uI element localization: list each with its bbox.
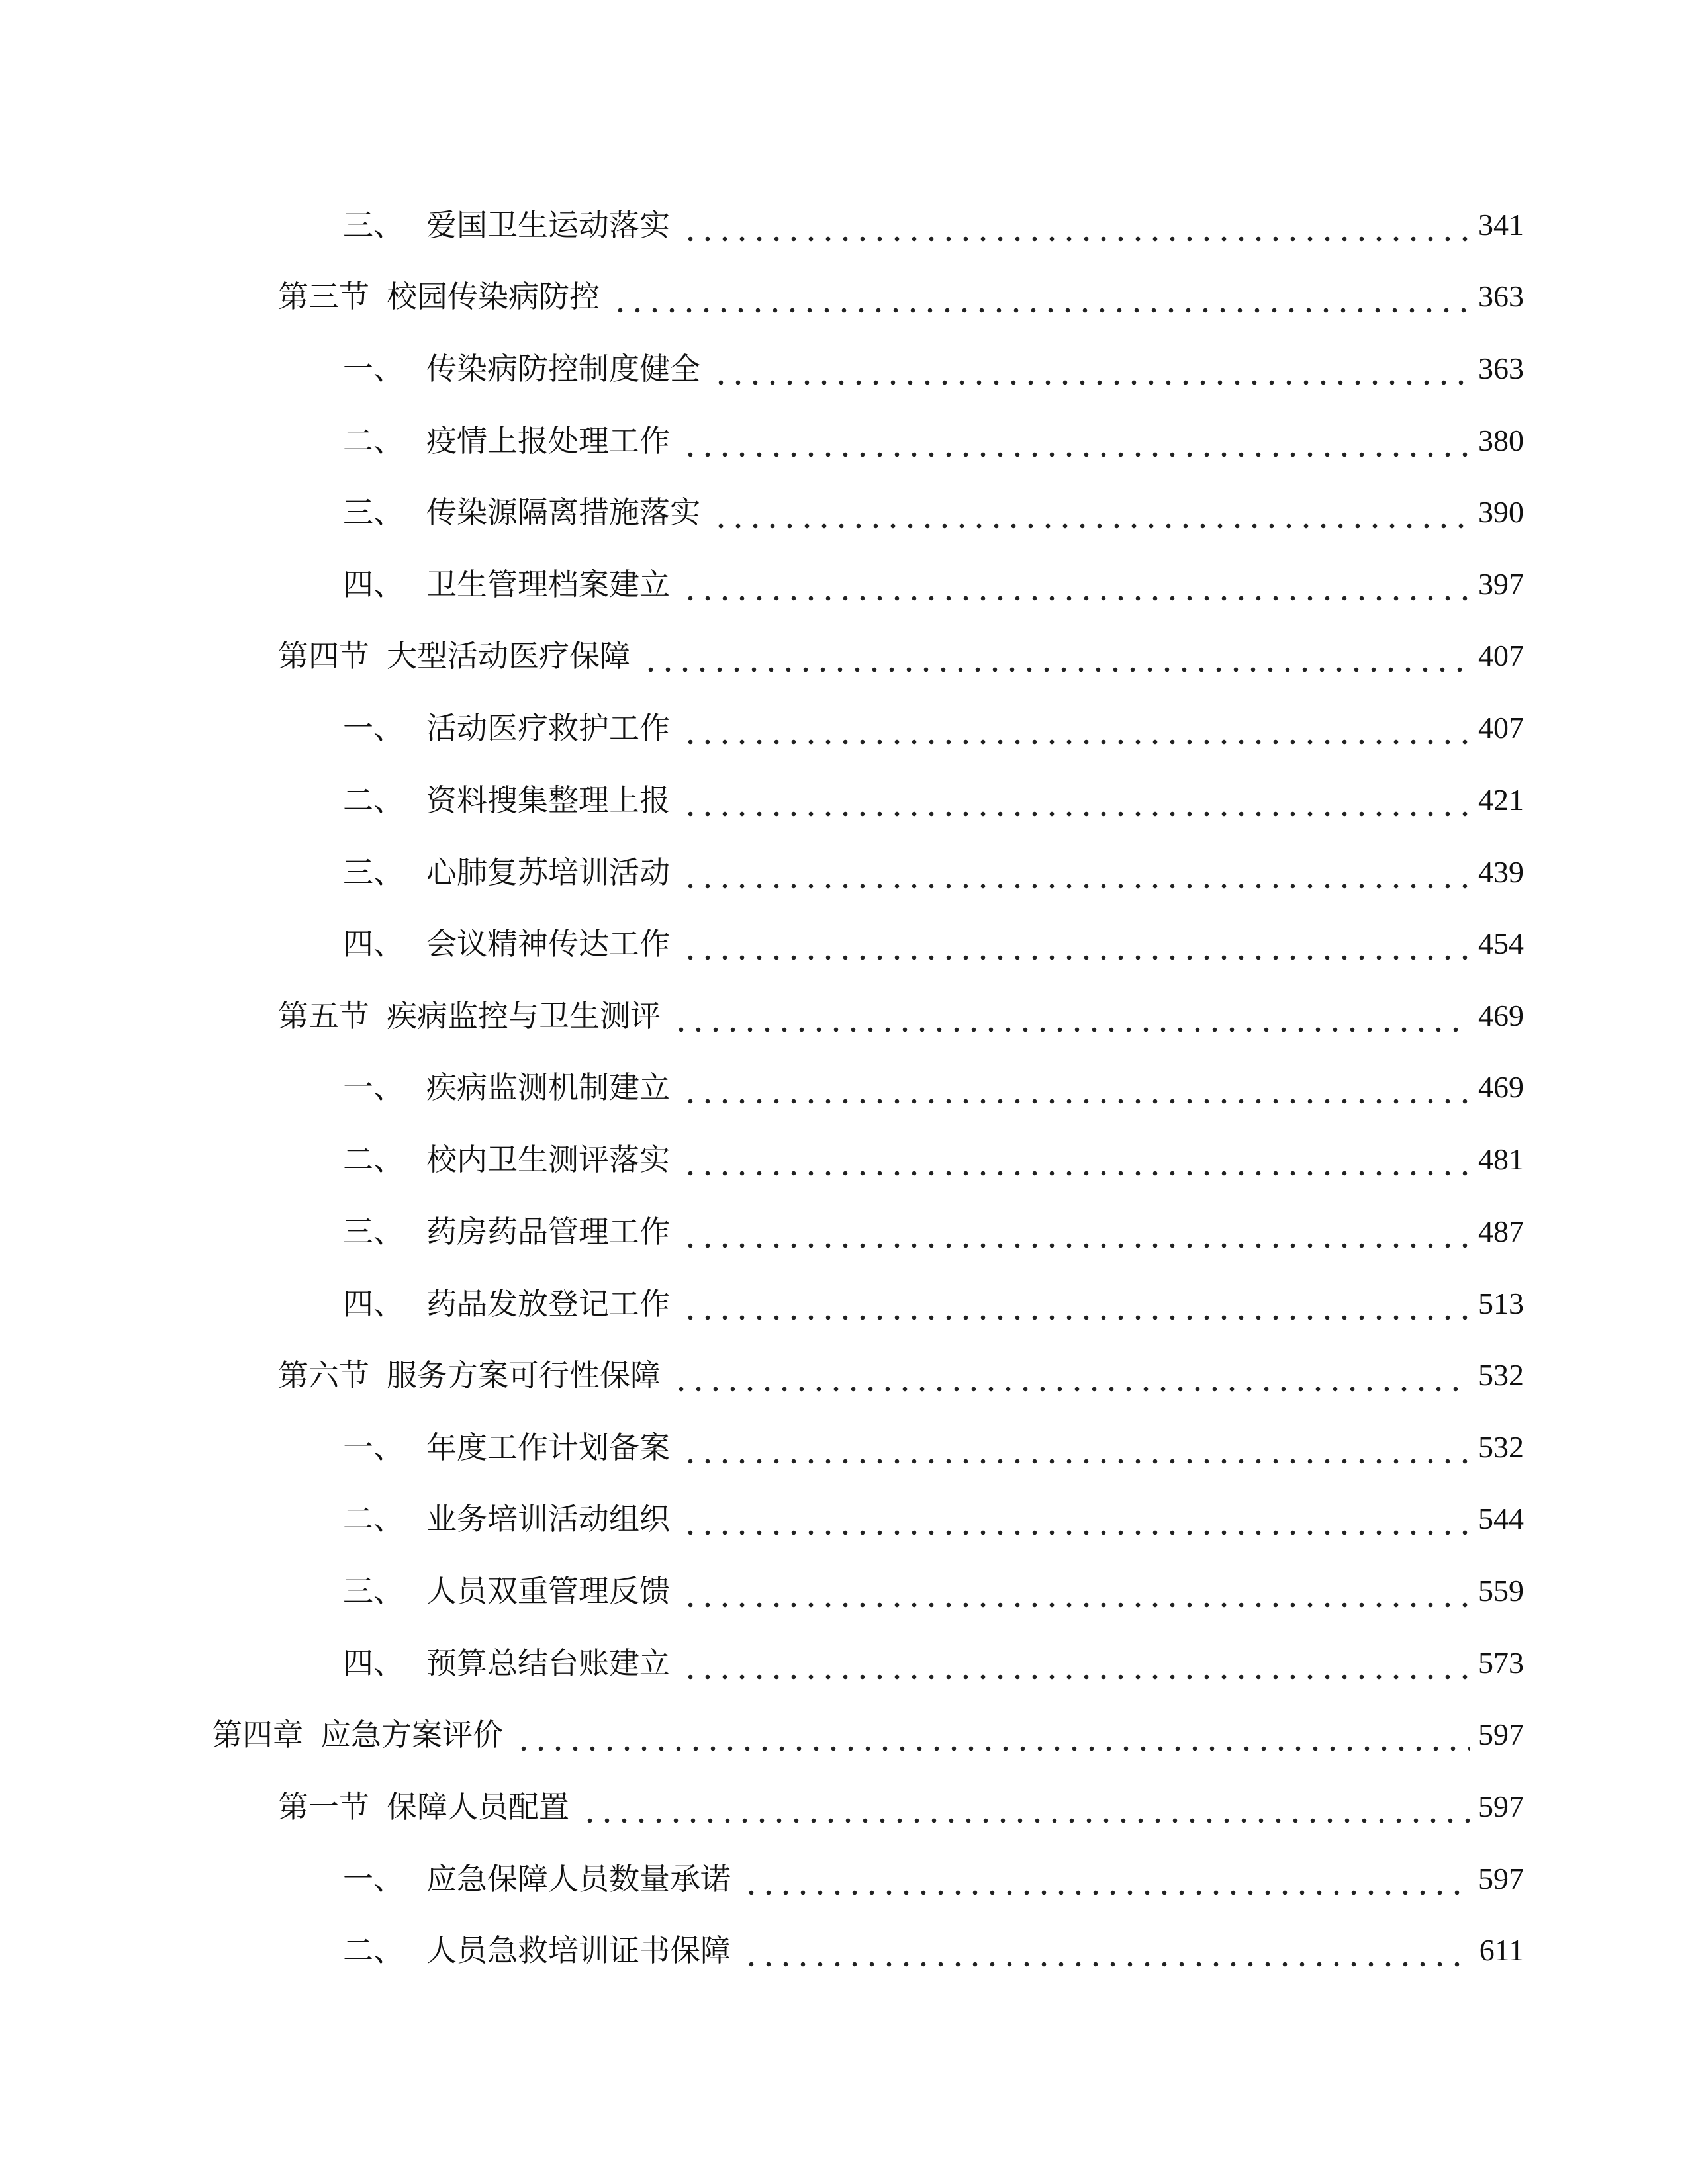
toc-entry[interactable] bbox=[343, 1486, 1524, 1539]
entry-title: 预算总结台账建立 bbox=[426, 1645, 670, 1681]
entry-number: 四、 bbox=[343, 1286, 404, 1322]
entry-title: 业务培训活动组织 bbox=[426, 1501, 670, 1537]
dot-leader bbox=[673, 996, 1470, 1036]
page-number: 611 bbox=[1479, 1933, 1524, 1967]
dot-leader bbox=[682, 780, 1470, 820]
entry-title: 人员双重管理反馈 bbox=[426, 1573, 670, 1609]
entry-number: 第六节 bbox=[278, 1357, 369, 1393]
dot-leader bbox=[743, 1931, 1472, 1970]
entry-title: 大型活动医疗保障 bbox=[387, 638, 630, 674]
toc-entry[interactable] bbox=[343, 767, 1524, 820]
dot-leader bbox=[673, 1355, 1470, 1395]
page-number: 544 bbox=[1478, 1502, 1524, 1535]
dot-leader bbox=[682, 565, 1470, 604]
page-number: 390 bbox=[1478, 495, 1524, 529]
toc-entry[interactable] bbox=[343, 1846, 1524, 1899]
entry-number: 一、 bbox=[343, 710, 404, 746]
dot-leader bbox=[642, 636, 1470, 676]
entry-title: 校内卫生测评落实 bbox=[426, 1142, 670, 1177]
entry-title: 应急保障人员数量承诺 bbox=[426, 1861, 731, 1897]
dot-leader bbox=[581, 1787, 1470, 1827]
entry-number: 二、 bbox=[343, 782, 404, 818]
toc-entry[interactable] bbox=[343, 479, 1524, 532]
toc-entry[interactable] bbox=[343, 408, 1524, 461]
entry-title: 药房药品管理工作 bbox=[426, 1214, 670, 1250]
entry-number: 二、 bbox=[343, 1933, 404, 1968]
toc-entry[interactable] bbox=[343, 911, 1524, 964]
page-number: 532 bbox=[1478, 1430, 1524, 1464]
dot-leader bbox=[682, 924, 1470, 964]
dot-leader bbox=[712, 492, 1470, 532]
dot-leader bbox=[682, 852, 1470, 892]
toc-entry[interactable] bbox=[343, 1917, 1524, 1970]
entry-number: 第三节 bbox=[278, 279, 369, 314]
dot-leader bbox=[682, 708, 1470, 748]
page-number: 397 bbox=[1478, 567, 1524, 601]
toc-entry[interactable] bbox=[212, 1702, 1524, 1754]
page-number: 513 bbox=[1478, 1287, 1524, 1320]
entry-number: 二、 bbox=[343, 423, 404, 459]
page-number: 469 bbox=[1478, 1070, 1524, 1104]
dot-leader bbox=[515, 1715, 1470, 1754]
toc-entry[interactable] bbox=[343, 192, 1524, 245]
page-number: 363 bbox=[1478, 279, 1524, 313]
page-number: 597 bbox=[1478, 1790, 1524, 1823]
page-number: 532 bbox=[1478, 1358, 1524, 1392]
entry-title: 疾病监测机制建立 bbox=[426, 1069, 670, 1105]
dot-leader bbox=[682, 205, 1470, 245]
toc-entry[interactable] bbox=[343, 1199, 1524, 1251]
dot-leader bbox=[682, 1571, 1470, 1611]
entry-title: 疫情上报处理工作 bbox=[426, 423, 670, 459]
page-number: 454 bbox=[1478, 927, 1524, 960]
page-number: 469 bbox=[1478, 999, 1524, 1032]
page-number: 487 bbox=[1478, 1214, 1524, 1248]
page-number: 407 bbox=[1478, 639, 1524, 672]
entry-number: 三、 bbox=[343, 494, 404, 530]
entry-number: 四、 bbox=[343, 567, 404, 602]
dot-leader bbox=[682, 1643, 1470, 1683]
page-number: 481 bbox=[1478, 1142, 1524, 1176]
entry-number: 四、 bbox=[343, 1645, 404, 1681]
page-number: 341 bbox=[1478, 208, 1524, 242]
toc-entry[interactable] bbox=[278, 1774, 1524, 1827]
entry-number: 第四章 bbox=[212, 1717, 303, 1752]
toc-entry[interactable] bbox=[343, 1630, 1524, 1683]
entry-number: 四、 bbox=[343, 926, 404, 962]
entry-title: 应急方案评价 bbox=[320, 1717, 503, 1752]
dot-leader bbox=[712, 349, 1470, 388]
entry-number: 三、 bbox=[343, 1214, 404, 1250]
entry-title: 药品发放登记工作 bbox=[426, 1286, 670, 1322]
toc-entry[interactable] bbox=[343, 336, 1524, 388]
page-number: 597 bbox=[1478, 1862, 1524, 1895]
page-number: 573 bbox=[1478, 1646, 1524, 1680]
toc-entry[interactable] bbox=[343, 1271, 1524, 1324]
entry-number: 第五节 bbox=[278, 998, 369, 1034]
page-number: 597 bbox=[1478, 1717, 1524, 1751]
entry-title: 爱国卫生运动落实 bbox=[426, 207, 670, 243]
toc-entry[interactable] bbox=[278, 1342, 1524, 1395]
toc-entry[interactable] bbox=[343, 695, 1524, 748]
entry-number: 一、 bbox=[343, 1861, 404, 1897]
page-number: 380 bbox=[1478, 424, 1524, 457]
entry-number: 三、 bbox=[343, 854, 404, 890]
dot-leader bbox=[682, 421, 1470, 461]
entry-number: 一、 bbox=[343, 1069, 404, 1105]
entry-number: 二、 bbox=[343, 1501, 404, 1537]
entry-number: 第一节 bbox=[278, 1789, 369, 1825]
page-number: 421 bbox=[1478, 783, 1524, 817]
toc-entry[interactable] bbox=[278, 983, 1524, 1036]
toc-entry[interactable] bbox=[343, 839, 1524, 892]
entry-number: 第四节 bbox=[278, 638, 369, 674]
toc-entry[interactable] bbox=[343, 1414, 1524, 1467]
entry-title: 活动医疗救护工作 bbox=[426, 710, 670, 746]
page-number: 363 bbox=[1478, 351, 1524, 385]
dot-leader bbox=[612, 277, 1470, 316]
toc-entry[interactable] bbox=[343, 1126, 1524, 1179]
dot-leader bbox=[682, 1499, 1470, 1539]
toc-entry[interactable] bbox=[343, 551, 1524, 604]
entry-title: 保障人员配置 bbox=[387, 1789, 569, 1825]
entry-title: 疾病监控与卫生测评 bbox=[387, 998, 661, 1034]
page-number: 559 bbox=[1478, 1574, 1524, 1608]
dot-leader bbox=[682, 1068, 1470, 1107]
page-number: 439 bbox=[1478, 855, 1524, 889]
entry-title: 传染源隔离措施落实 bbox=[426, 494, 700, 530]
dot-leader bbox=[682, 1140, 1470, 1179]
entry-number: 一、 bbox=[343, 351, 404, 387]
entry-title: 传染病防控制度健全 bbox=[426, 351, 700, 387]
toc-entry[interactable] bbox=[343, 1054, 1524, 1107]
entry-title: 资料搜集整理上报 bbox=[426, 782, 670, 818]
dot-leader bbox=[743, 1859, 1470, 1899]
dot-leader bbox=[682, 1284, 1470, 1324]
entry-title: 会议精神传达工作 bbox=[426, 926, 670, 962]
page-number: 407 bbox=[1478, 711, 1524, 745]
dot-leader bbox=[682, 1428, 1470, 1467]
entry-number: 二、 bbox=[343, 1142, 404, 1177]
entry-title: 年度工作计划备案 bbox=[426, 1430, 670, 1465]
entry-number: 一、 bbox=[343, 1430, 404, 1465]
entry-number: 三、 bbox=[343, 207, 404, 243]
dot-leader bbox=[682, 1212, 1470, 1251]
entry-title: 校园传染病防控 bbox=[387, 279, 600, 314]
entry-title: 服务方案可行性保障 bbox=[387, 1357, 661, 1393]
entry-number: 三、 bbox=[343, 1573, 404, 1609]
entry-title: 心肺复苏培训活动 bbox=[426, 854, 670, 890]
entry-title: 人员急救培训证书保障 bbox=[426, 1933, 731, 1968]
toc-entry[interactable] bbox=[278, 623, 1524, 676]
toc-entry[interactable] bbox=[343, 1558, 1524, 1611]
entry-title: 卫生管理档案建立 bbox=[426, 567, 670, 602]
toc-entry[interactable] bbox=[278, 263, 1524, 316]
